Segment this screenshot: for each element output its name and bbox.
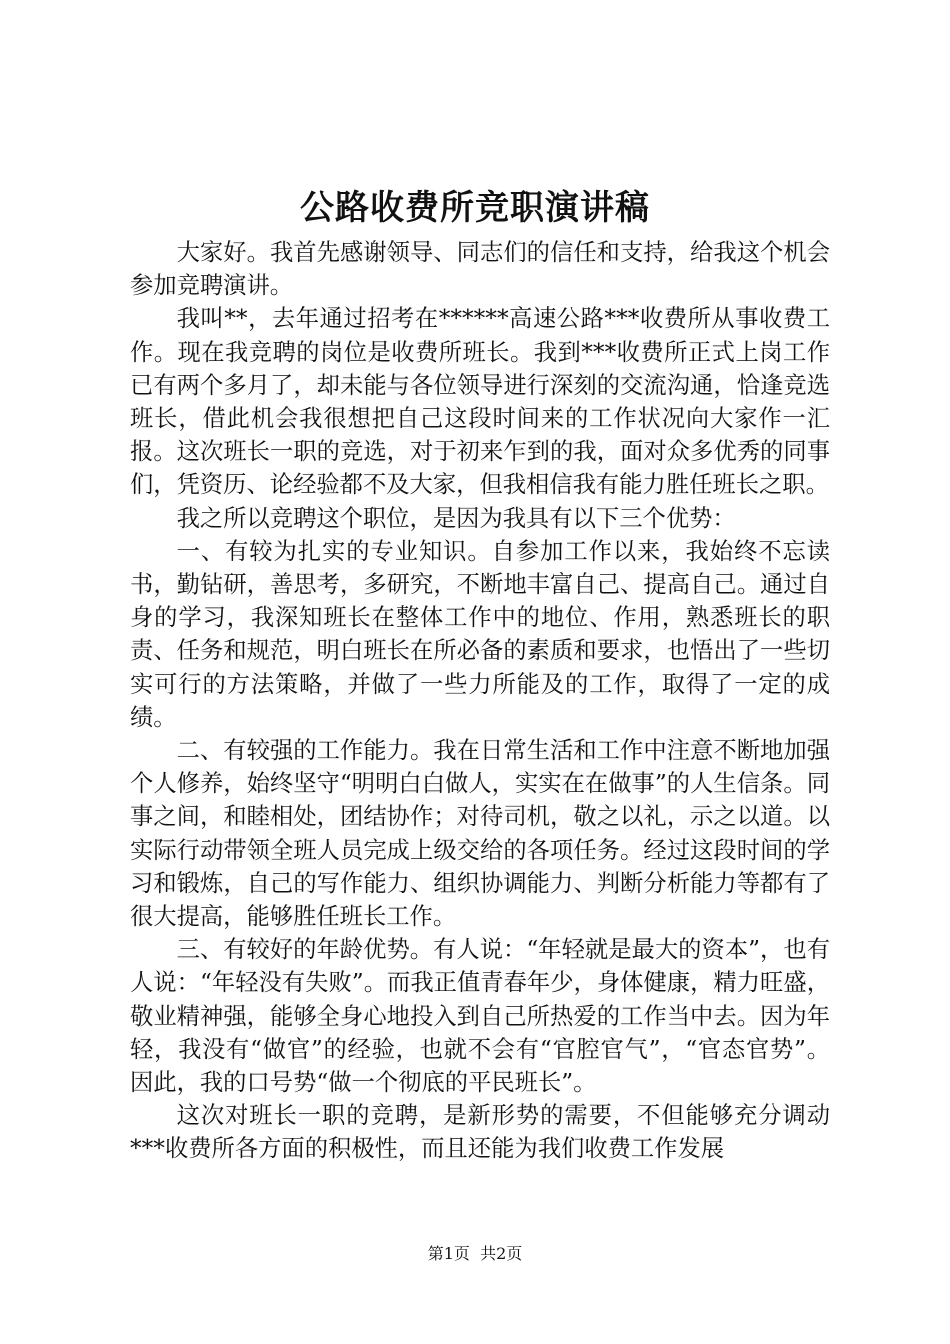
page-footer: 第1页 共2页 — [427, 1244, 523, 1263]
document-title: 公路收费所竞职演讲稿 — [300, 188, 650, 228]
paragraph-conclusion: 这次对班长一职的竞聘，是新形势的需要，不但能够充分调动***收费所各方面的积极性，而且还能为我们收费工作发展 — [130, 1102, 830, 1163]
paragraph-advantage-ability: 二、有较强的工作能力。我在日常生活和工作中注意不断地加强个人修养，始终坚守“明明白白做人，实实在在做事”的人生信条。同事之间，和睦相处，团结协作；对待司机，敬之以礼，示之以道。以实际行动带领全班人员完成上级交给的各项任务。经过这段时间的学习和锻炼，自己的写作能力、组织协调能力、判断分析能力等都有了很大提高，能够胜任班长工作。 — [130, 737, 830, 931]
paragraph-advantages-intro: 我之所以竞聘这个职位，是因为我具有以下三个优势： — [176, 504, 736, 532]
paragraph-advantage-knowledge: 一、有较为扎实的专业知识。自参加工作以来，我始终不忘读书，勤钻研，善思考，多研究，不断地丰富自己、提高自己。通过自身的学习，我深知班长在整体工作中的地位、作用，熟悉班长的职责、任务和规范，明白班长在所必备的素质和要求，也悟出了一些切实可行的方法策略，并做了一些力所能及的工作，取得了一定的成绩。 — [130, 537, 830, 731]
paragraph-introduction: 我叫**，去年通过招考在******高速公路***收费所从事收费工作。现在我竞聘的岗位是收费所班长。我到***收费所正式上岗工作已有两个多月了，却未能与各位领导进行深刻的交流沟通，恰逢竞选班长，借此机会我很想把自己这段时间来的工作状况向大家作一汇报。这次班长一职的竞选，对于初来乍到的我，面对众多优秀的同事们，凭资历、论经验都不及大家，但我相信我有能力胜任班长之职。 — [130, 305, 830, 499]
document-body — [130, 236, 830, 1166]
paragraph-greeting: 大家好。我首先感谢领导、同志们的信任和支持，给我这个机会参加竞聘演讲。 — [130, 239, 830, 300]
paragraph-advantage-age: 三、有较好的年龄优势。有人说：“年轻就是最大的资本”，也有人说：“年轻没有失败”。而我正值青春年少，身体健康，精力旺盛，敬业精神强，能够全身心地投入到自己所热爱的工作当中去。因为年轻，我没有“做官”的经验，也就不会有“官腔官气”，“官态官势”。因此，我的口号势“做一个彻底的平民班长”。 — [130, 936, 830, 1097]
